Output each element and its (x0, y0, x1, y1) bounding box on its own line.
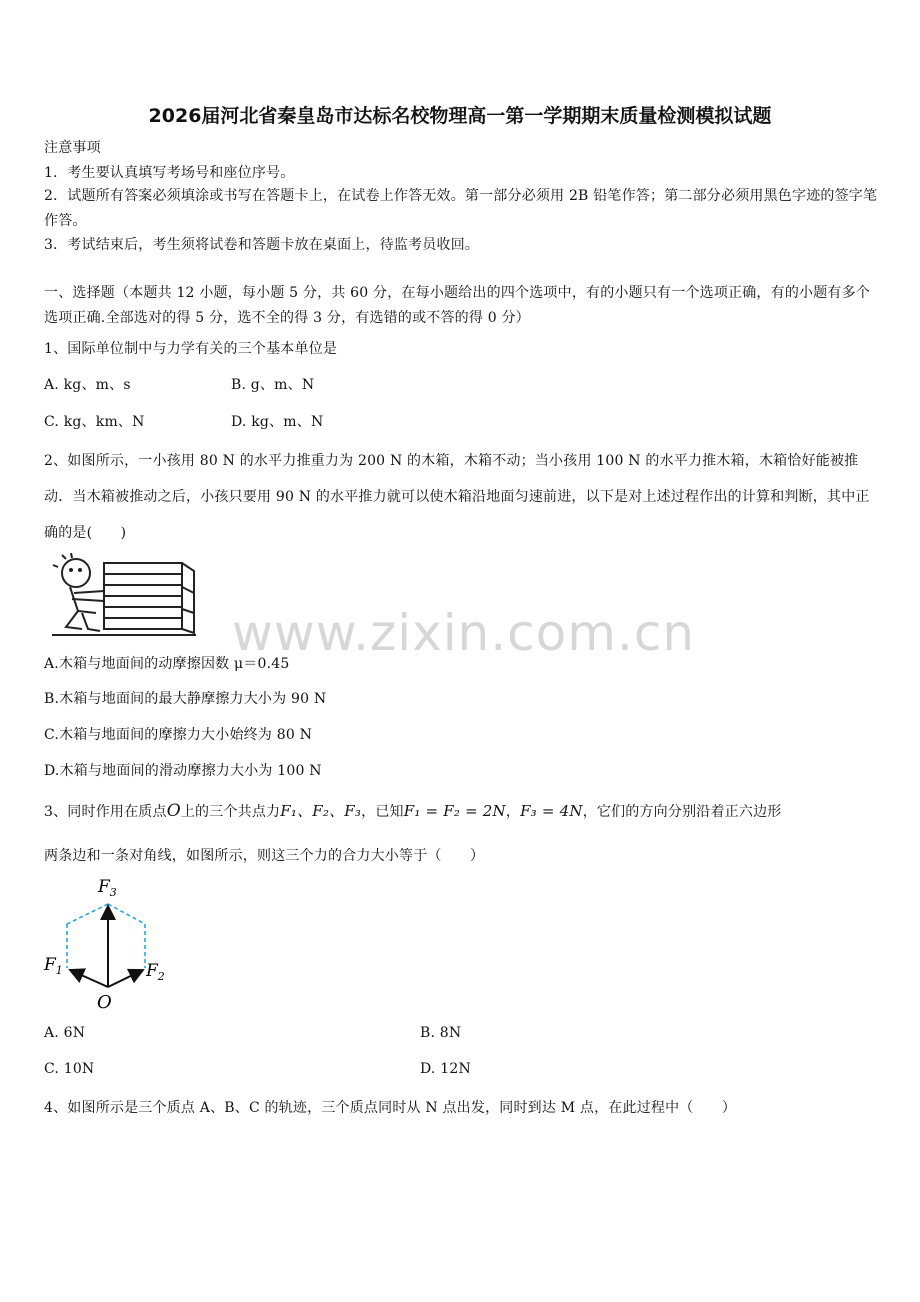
q2-option-b: B.木箱与地面间的最大静摩擦力大小为 90 N (44, 691, 327, 707)
force-arrows (70, 906, 143, 987)
q3-given-1: F₁ = F₂ = 2N (403, 802, 506, 820)
label-f2: $F_2$ (146, 961, 165, 983)
q3-separator: ， (505, 804, 521, 820)
q3-given-2: F₃ = 4N (520, 802, 583, 820)
watermark: www.zixin.com.cn (232, 604, 696, 662)
notice-item-3: 3．考试结束后，考生须将试卷和答题卡放在桌面上，待监考员收回。 (44, 237, 480, 253)
section-heading: 一、选择题（本题共 12 小题，每小题 5 分，共 60 分，在每小题给出的四个选项中，有的小题只有一个选项正确，有的小题有多个选项正确.全部选对的得 5 分，选不全的得 3 分，有选错的或不答的得 0 分） (44, 285, 871, 326)
q2-option-a: A.木箱与地面间的动摩擦因数 μ＝0.45 (44, 656, 290, 672)
notice-item-2: 2．试题所有答案必须填涂或书写在答题卡上，在试卷上作答无效。第一部分必须用 2B 铅笔作答；第二部分必须用黑色字迹的签字笔作答。 (44, 188, 878, 229)
q3-forces: F₁、F₂、F₃ (280, 802, 362, 820)
q3-option-a: A. 6N (44, 1025, 86, 1041)
q3-stem-part1: 3、同时作用在质点 (44, 804, 167, 820)
q3-option-b: B. 8N (420, 1025, 462, 1041)
label-f1: $F_1$ (44, 955, 63, 977)
label-o: O (97, 992, 112, 1013)
q2-stem: 2、如图所示，一小孩用 80 N 的水平力推重力为 200 N 的木箱，木箱不动；当小孩用 100 N 的水平力推木箱，木箱恰好能被推动．当木箱被推动之后，小孩只要用 90 N 的水平推力就可以使木箱沿地面匀速前进，以下是对上述过程作出的计算和判断，其中正确的是( ) (44, 453, 870, 541)
q3-stem-part3: ，已知 (361, 804, 404, 820)
hexagon-outline (67, 904, 145, 968)
child-pushing-box-figure (48, 553, 198, 637)
page-title: 2026届河北省秦皇岛市达标名校物理高一第一学期期末质量检测模拟试题 (148, 105, 772, 127)
q3-stem-part4: ，它们的方向分别沿着正六边形 (582, 804, 782, 820)
notice-item-1: 1．考生要认真填写考场号和座位序号。 (44, 165, 295, 181)
q1-option-d: D. kg、m、N (231, 414, 324, 430)
q1-option-b: B. g、m、N (231, 377, 315, 393)
q3-option-c: C. 10N (44, 1061, 95, 1077)
q1-option-a: A. kg、m、s (44, 377, 131, 393)
label-f3: $F_3$ (98, 877, 117, 899)
q3-stem-line1 (44, 800, 782, 821)
q2-option-c: C.木箱与地面间的摩擦力大小始终为 80 N (44, 727, 313, 743)
q4-stem: 4、如图所示是三个质点 A、B、C 的轨迹，三个质点同时从 N 点出发，同时到达 M 点，在此过程中（ ） (44, 1100, 737, 1116)
q3-stem-part2: 上的三个共点力 (180, 804, 281, 820)
q2-option-d: D.木箱与地面间的滑动摩擦力大小为 100 N (44, 763, 322, 779)
q1-option-c: C. kg、km、N (44, 414, 145, 430)
q3-point-label: O (166, 801, 181, 821)
notice-heading: 注意事项 (44, 140, 101, 156)
hexagon-force-diagram (40, 872, 180, 1014)
q1-stem: 1、国际单位制中与力学有关的三个基本单位是 (44, 341, 338, 357)
q3-stem-line2: 两条边和一条对角线，如图所示，则这三个力的合力大小等于（ ） (44, 848, 485, 864)
q3-option-d: D. 12N (420, 1061, 471, 1077)
